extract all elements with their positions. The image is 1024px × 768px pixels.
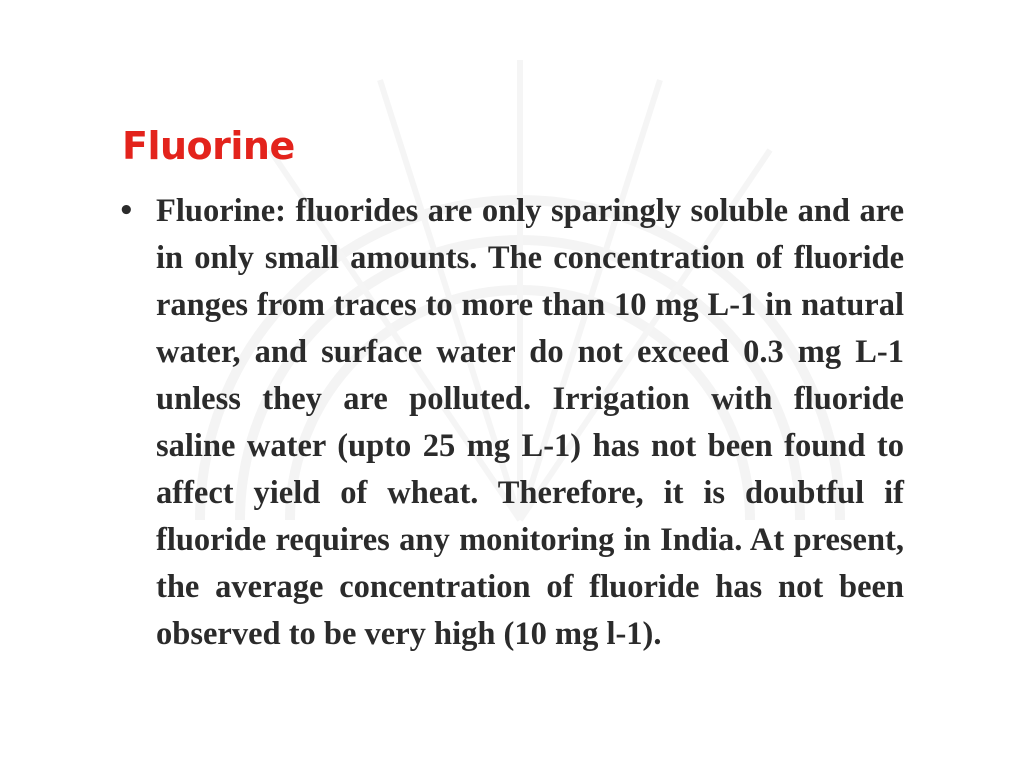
bullet-item: [112, 188, 904, 658]
slide-title: Fluorine: [122, 124, 295, 168]
bullet-list: [112, 188, 904, 658]
bullet-marker: •: [118, 196, 135, 226]
bullet-text: Fluorine: fluorides are only sparingly soluble and are in only small amounts. The concentration of fluoride ranges from traces to more than 10 mg L-1 in natural water, and surface water do not exceed 0.3 mg L-1 unless they are polluted. Irrigation with fluoride saline water (upto 25 mg L-1) has not been found to affect yield of wheat. Therefore, it is doubtful if fluoride requires any monitoring in India. At present, the average concentration of fluoride has not been observed to be very high (10 mg l-1).: [156, 193, 904, 652]
